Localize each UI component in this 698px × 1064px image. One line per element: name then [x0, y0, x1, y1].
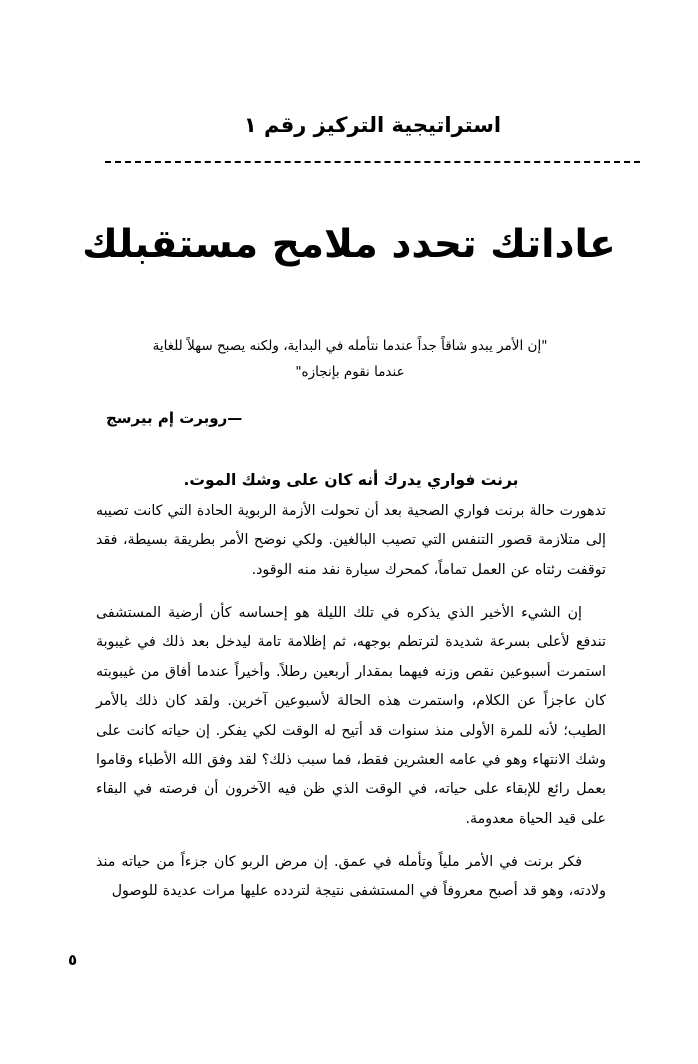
body-paragraph: فكر برنت في الأمر ملياً وتأمله في عمق. إن مرض الربو كان جزءاً من حياته منذ ولادته، وهو قد أصبح معروفاً في المستشفى نتيجة لتردده عليها مرات عديدة للوصول [96, 854, 606, 900]
body-text-block [96, 468, 606, 907]
running-header-text: استراتيجية التركيز رقم ١ [243, 113, 502, 137]
epigraph-attribution: —روبرت إم بيرسج [106, 409, 243, 427]
chapter-title [55, 222, 643, 269]
body-subheading: برنت فواري يدرك أنه كان على وشك الموت. [183, 471, 519, 489]
running-header [105, 112, 640, 138]
epigraph-quote: "إن الأمر يبدو شاقاً جداً عندما نتأمله في البداية، ولكنه يصبح سهلاً للغاية عندما نقوم بإنجازه" [152, 338, 548, 381]
header-divider-rule [105, 161, 640, 163]
body-paragraph: إن الشيء الأخير الذي يذكره في تلك الليلة هو إحساسه كأن أرضية المستشفى تندفع لأعلى بسرعة شديدة لترتطم بوجهه، ثم إظلامة تامة ليدخل بعد ذلك في غيبوبة استمرت أسبوعين نقص وزنه فيهما بمقدار أربعين رطلاً. وأخيراً عندما أفاق من غيبوبته كان عاجزاً عن الكلام، واستمرت هذه الحالة لأسبوعين آخرين. ولقد كان ذلك بالأمر الطيب؛ لأنه للمرة الأولى منذ سنوات قد أتيح له الوقت لكي يفكر. إن حياته كانت على وشك الانتهاء وهو في عامه العشرين فقط، فما سبب ذلك؟ لقد وفق الله الأطباء وقاموا بعمل رائع للإبقاء على حياته، في الوقت الذي ظن فيه الآخرون أن فرصته في البقاء على قيد الحياة معدومة. [96, 604, 606, 827]
body-paragraph: تدهورت حالة برنت فواري الصحية بعد أن تحولت الأزمة الربوية الحادة التي كانت تصيبه إلى متلازمة قصور التنفس التي تصيب البالغين. ولكي نوضح الأمر بطريقة بسيطة، فقد توقفت رئتاه عن العمل تماماً، كمحرك سيارة نفد منه الوقود. [96, 502, 606, 578]
chapter-title-text: عاداتك تحدد ملامح مستقبلك [82, 222, 616, 267]
page-number: ٥ [68, 951, 78, 969]
